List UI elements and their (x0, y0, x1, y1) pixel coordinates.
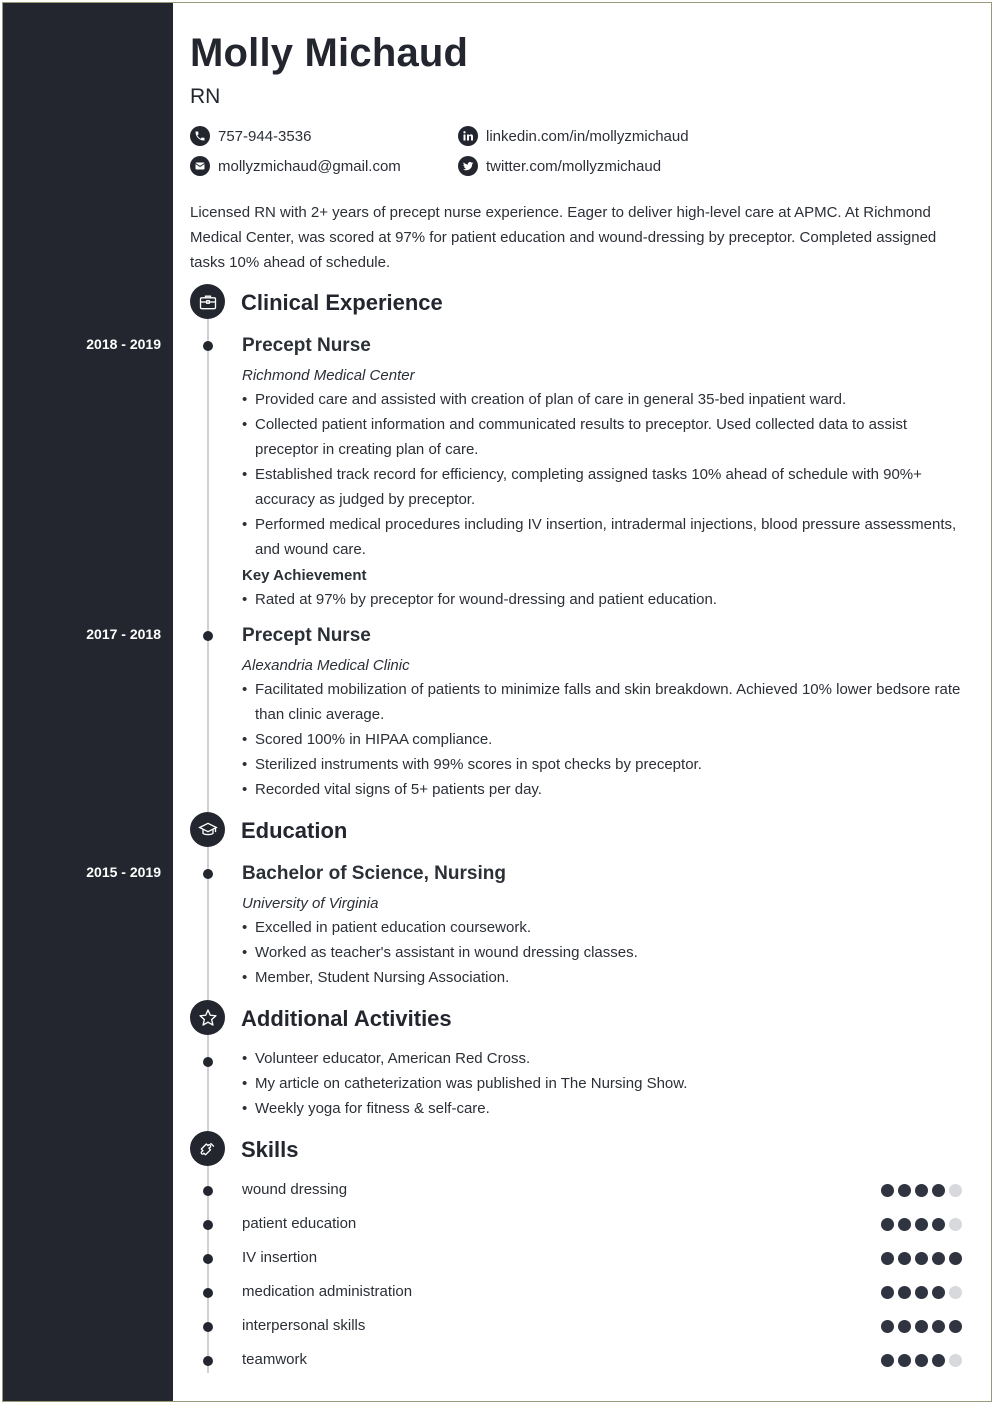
star-icon (190, 1000, 225, 1035)
list-item: • Collected patient information and communicated results to preceptor. Used collected data to assist preceptor in creating plan of care. (242, 412, 967, 462)
rating-dot-filled (881, 1218, 894, 1231)
list-item: • Scored 100% in HIPAA compliance. (242, 727, 967, 752)
key-achievement-label: Key Achievement (242, 567, 367, 584)
list-item: • Provided care and assisted with creation of plan of care in general 35-bed inpatient ward. (242, 387, 967, 412)
candidate-title: RN (190, 85, 221, 108)
timeline-dot (203, 1057, 213, 1067)
rating-dot-filled (915, 1252, 928, 1265)
summary: Licensed RN with 2+ years of precept nurse experience. Eager to deliver high-level care at APMC. At Richmond Medical Center, was scored at 97% for patient education and wound-dressing by preceptor. Completed assigned tasks 10% ahead of schedule. (190, 204, 937, 271)
skill-rating (881, 1184, 962, 1197)
job-bullets (242, 677, 967, 802)
list-item: • Facilitated mobilization of patients to minimize falls and skin breakdown. Achieved 10% lower bedsore rate than clinic average. (242, 677, 967, 727)
list-item: • Performed medical procedures including IV insertion, intradermal injections, blood pressure assessments, and wound care. (242, 512, 967, 562)
education-dates: 2015 - 2019 (86, 864, 161, 880)
rating-dot-filled (881, 1184, 894, 1197)
timeline-dot (203, 869, 213, 879)
linkedin-icon (458, 126, 478, 146)
job-title: Precept Nurse (242, 335, 371, 356)
briefcase-icon (190, 284, 225, 319)
list-item: • Member, Student Nursing Association. (242, 965, 967, 990)
list-item: • Rated at 97% by preceptor for wound-dressing and patient education. (242, 587, 967, 612)
rating-dot-filled (881, 1286, 894, 1299)
rating-dot-filled (898, 1184, 911, 1197)
rating-dot-filled (932, 1320, 945, 1333)
rating-dot-filled (932, 1218, 945, 1231)
puzzle-icon (190, 1131, 225, 1166)
rating-dot-filled (898, 1286, 911, 1299)
skill-name: medication administration (242, 1283, 413, 1300)
list-item: • Established track record for efficiency, completing assigned tasks 10% ahead of schedule with 90%+ accuracy as judged by preceptor. (242, 462, 967, 512)
timeline-dot (203, 341, 213, 351)
education-bullets (242, 915, 967, 990)
phone-text: 757-944-3536 (218, 127, 312, 145)
education-school: University of Virginia (242, 895, 379, 912)
job-org: Richmond Medical Center (242, 367, 415, 384)
activities-bullets (242, 1046, 967, 1121)
resume-page (2, 2, 992, 1402)
skill-name: interpersonal skills (242, 1317, 366, 1334)
rating-dot-filled (949, 1320, 962, 1333)
rating-dot-empty (949, 1354, 962, 1367)
timeline-dot (203, 1220, 213, 1230)
job-title: Precept Nurse (242, 625, 371, 646)
rating-dot-filled (915, 1320, 928, 1333)
rating-dot-empty (949, 1218, 962, 1231)
rating-dot-filled (915, 1218, 928, 1231)
list-item: • Recorded vital signs of 5+ patients per day. (242, 777, 967, 802)
skill-rating (881, 1320, 962, 1333)
skill-name: IV insertion (242, 1249, 318, 1266)
rating-dot-filled (881, 1320, 894, 1333)
section-title-experience: Clinical Experience (241, 290, 443, 315)
candidate-name: Molly Michaud (190, 31, 469, 75)
job-bullets (242, 387, 967, 562)
rating-dot-filled (932, 1354, 945, 1367)
rating-dot-filled (932, 1184, 945, 1197)
section-title-activities: Additional Activities (241, 1006, 452, 1031)
rating-dot-filled (949, 1252, 962, 1265)
timeline-dot (203, 1356, 213, 1366)
contact-email (190, 155, 401, 177)
rating-dot-filled (915, 1354, 928, 1367)
email-text: mollyzmichaud@gmail.com (218, 157, 401, 175)
education-degree: Bachelor of Science, Nursing (242, 863, 506, 884)
twitter-icon (458, 156, 478, 176)
skill-name: patient education (242, 1215, 357, 1232)
timeline-dot (203, 1254, 213, 1264)
list-item: • Sterilized instruments with 99% scores in spot checks by preceptor. (242, 752, 967, 777)
timeline-dot (203, 631, 213, 641)
skill-rating (881, 1354, 962, 1367)
section-title-skills: Skills (241, 1137, 299, 1162)
email-icon (190, 156, 210, 176)
contact-linkedin (458, 125, 689, 147)
list-item: • My article on catheterization was published in The Nursing Show. (242, 1071, 967, 1096)
rating-dot-filled (915, 1286, 928, 1299)
job-org: Alexandria Medical Clinic (242, 657, 410, 674)
timeline-dot (203, 1322, 213, 1332)
list-item: • Volunteer educator, American Red Cross. (242, 1046, 967, 1071)
linkedin-text: linkedin.com/in/mollyzmichaud (486, 127, 689, 145)
rating-dot-empty (949, 1184, 962, 1197)
contact-phone (190, 125, 311, 147)
timeline-dot (203, 1186, 213, 1196)
list-item: • Excelled in patient education coursework. (242, 915, 967, 940)
skill-rating (881, 1218, 962, 1231)
skill-rating (881, 1286, 962, 1299)
rating-dot-filled (932, 1286, 945, 1299)
graduation-cap-icon (190, 812, 225, 847)
rating-dot-filled (881, 1252, 894, 1265)
rating-dot-filled (898, 1218, 911, 1231)
rating-dot-filled (898, 1320, 911, 1333)
key-achievement-bullets (242, 587, 967, 612)
rating-dot-filled (932, 1252, 945, 1265)
section-title-education: Education (241, 818, 348, 843)
job-dates: 2018 - 2019 (86, 336, 161, 352)
rating-dot-empty (949, 1286, 962, 1299)
contact-twitter (458, 155, 661, 177)
skill-name: wound dressing (242, 1181, 348, 1198)
rating-dot-filled (898, 1354, 911, 1367)
skill-name: teamwork (242, 1351, 308, 1368)
list-item: • Weekly yoga for fitness & self-care. (242, 1096, 967, 1121)
rating-dot-filled (915, 1184, 928, 1197)
sidebar (3, 3, 173, 1401)
rating-dot-filled (881, 1354, 894, 1367)
skill-rating (881, 1252, 962, 1265)
twitter-text: twitter.com/mollyzmichaud (486, 157, 662, 175)
rating-dot-filled (898, 1252, 911, 1265)
job-dates: 2017 - 2018 (86, 626, 161, 642)
phone-icon (190, 126, 210, 146)
list-item: • Worked as teacher's assistant in wound dressing classes. (242, 940, 967, 965)
timeline-dot (203, 1288, 213, 1298)
